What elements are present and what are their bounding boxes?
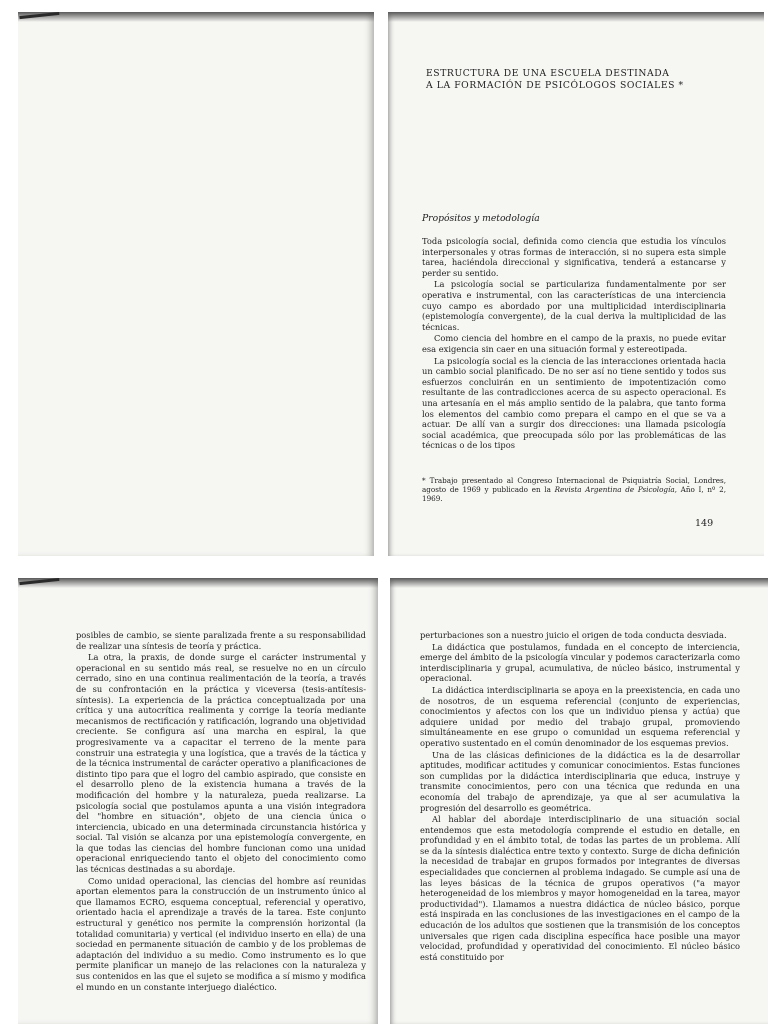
- paragraph: La psicología social se particulariza fundamentalmente por ser operativa e instrumental, con las características de una interciencia cuyo campo es abordado por una multiplicidad interdisciplinaria (epistemología convergente), de la cual deriva la multiplicidad de las técnicas.: [422, 279, 726, 332]
- body-text: [76, 630, 366, 993]
- paragraph: posibles de cambio, se siente paralizada frente a su responsabilidad de realizar una síntesis de teoría y práctica.: [76, 630, 366, 651]
- scan-corner-mark: [19, 12, 60, 31]
- footnote: [422, 476, 726, 503]
- paragraph: La didáctica que postulamos, fundada en el concepto de interciencia, emerge del ámbito de la psicología vincular y podemos caracterizarla como interdisciplinaria y grupal, acumulativa, de núcleo básico, instrumental y operacional.: [420, 641, 740, 684]
- paragraph: Al hablar del abordaje interdisciplinario de una situación social entendemos que esta metodología comprende el estudio en detalle, en profundidad y en el ámbito total, de todas las partes de un problema. Allí se da la síntesis dialéctica entre texto y contexto. Surge de dicha definición la necesidad de trabajar en grupos formados por integrantes de diversas especialidades que conciernen al problema indagado. Se cumple así una de las leyes básicas de la técnica de grupos operativos ("a mayor heterogeneidad de los miembros y mayor homogeneidad en la tarea, mayor productividad"). Llamamos a nuestra didáctica de núcleo básico, porque está inspirada en las conclusiones de las investigaciones en el campo de la educación de los adultos que sostienen que la transmisión de los conceptos universales que rigen cada disciplina específica hace posible una mayor velocidad, profundidad y operatividad del conocimiento. El núcleo básico está constituido por: [420, 814, 740, 962]
- footnote-journal: Revista Argentina de Psicología,: [554, 485, 677, 494]
- scan-corner-mark: [19, 578, 60, 597]
- page-149: [388, 12, 764, 556]
- chapter-title: [426, 68, 726, 92]
- page-blank-verso: [18, 12, 374, 556]
- page-recto-text: [390, 578, 768, 1024]
- footnote-text-end: Año I, nº 2, 1969.: [422, 485, 727, 503]
- chapter-title-line-2: A LA FORMACIÓN DE PSICÓLOGOS SOCIALES *: [426, 80, 684, 91]
- paragraph: Como ciencia del hombre en el campo de la praxis, no puede evitar esa exigencia sin caer en una situación formal y estereotipada.: [422, 333, 726, 354]
- paragraph: Como unidad operacional, las ciencias del hombre así reunidas aportan elementos para la construcción de un instrumento único al que llamamos ECRO, esquema conceptual, referencial y operativo, orientado hacia el aprendizaje a través de la tarea. Este conjunto estructural y genético nos permite la comprensión horizontal (la totalidad comunitaria) y vertical (el individuo inserto en ella) de una sociedad en permanente situación de cambio y de los problemas de adaptación del individuo a su medio. Como instrumento es lo que permite planificar un manejo de las relaciones con la naturaleza y sus contenidos en las que el sujeto se modifica a sí mismo y modifica el mundo en un constante interjuego dialéctico.: [76, 875, 366, 992]
- body-text: [422, 236, 726, 452]
- body-text: [420, 630, 740, 963]
- paragraph: Una de las clásicas definiciones de la didáctica es la de desarrollar aptitudes, modificar actitudes y comunicar conocimientos. Estas funciones son cumplidas por la didáctica interdisciplinaria que educa, instruye y transmite conocimientos, pero con una técnica que redunda en una economía del trabajo de aprendizaje, ya que al ser acumulativa la progresión del desarrollo es geométrica.: [420, 749, 740, 813]
- footnote-text: * Trabajo presentado al Congreso Internacional de Psiquiatría Social, Londres, agosto de 1969 y publicado en la: [422, 476, 726, 494]
- paragraph: perturbaciones son a nuestro juicio el origen de toda conducta desviada.: [420, 630, 727, 640]
- page-verso-text: [18, 578, 378, 1024]
- chapter-title-line-1: ESTRUCTURA DE UNA ESCUELA DESTINADA: [426, 68, 670, 79]
- paragraph: Toda psicología social, definida como ciencia que estudia los vínculos interpersonales y otras formas de interacción, si no supera esta simple tarea, haciéndola direccional y significativa, tenderá a estancarse y perder su sentido.: [422, 236, 726, 278]
- paragraph: La didáctica interdisciplinaria se apoya en la preexistencia, en cada uno de nosotros, de un esquema referencial (conjunto de experiencias, conocimientos y afectos con los que un individuo piensa y actúa) que adquiere unidad por medio del trabajo grupal, promoviendo simultáneamente en ese grupo o comunidad un esquema referencial y operativo sustentado en el común denominador de los esquemas previos.: [420, 684, 740, 748]
- paragraph: La otra, la praxis, de donde surge el carácter instrumental y operacional en su sentido más real, se resuelve no en un círculo cerrado, sino en una continua realimentación de la teoría, a través de su confrontación en la práctica y viceversa (tesis-antítesis-síntesis). La experiencia de la práctica conceptualizada por una crítica y una autocrítica realimenta y corrige la teoría mediante mecanismos de rectificación y ratificación, logrando una objetividad creciente. Se configura así una marcha en espiral, la que progresivamente va a capacitar el terreno de la mente para construir una estrategia y una logística, que a través de la táctica y de la técnica instrumental de carácter operativo a planificaciones de distinto tipo para que el logro del cambio aspirado, que consiste en el desarrollo pleno de la existencia humana a través de la modificación del hombre y la naturaleza, pueda realizarse. La psicología social que postulamos apunta a una visión integradora del "hombre en situación", objeto de una ciencia única o interciencia, ubicado en una determinada circunstancia histórica y social. Tal visión se alcanza por una epistemología convergente, en la que todas las ciencias del hombre funcionan como una unidad operacional enriqueciendo tanto el objeto del conocimiento como las técnicas destinadas a su abordaje.: [76, 652, 366, 875]
- section-subtitle: Propósitos y metodología: [422, 213, 540, 224]
- paragraph: La psicología social es la ciencia de las interacciones orientada hacia un cambio social planificado. De no ser así no tiene sentido y todos sus esfuerzos concluirán en un sentimiento de impotentización como resultante de las contradicciones acerca de su aspecto operacional. Es una artesanía en el más amplio sentido de la palabra, que tanto forma los elementos del cambio como prepara el campo en el que se va a actuar. De allí van a surgir dos direcciones: una llamada psicología social académica, que preocupada sólo por las problemáticas de las técnicas o de los tipos: [422, 355, 726, 451]
- page-number: 149: [695, 518, 714, 529]
